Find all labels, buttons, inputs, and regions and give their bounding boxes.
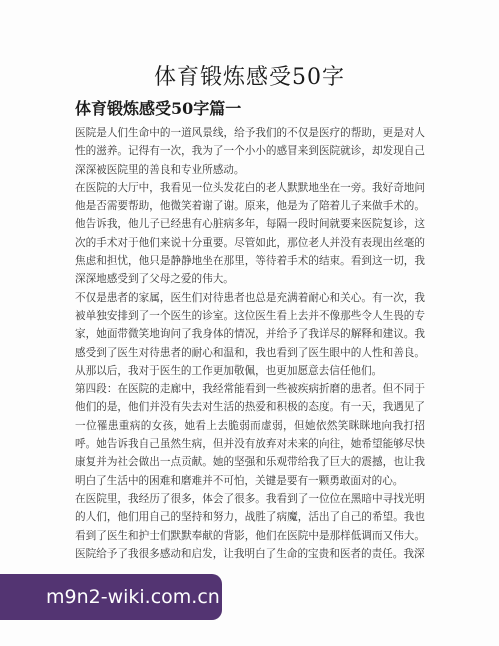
paragraph: 在医院的大厅中，我看见一位头发花白的老人默默地坐在一旁。我好奇地问他是否需要帮助，他微笑着谢了谢。原来，他是为了陪着儿子来做手术的。他告诉我，他儿子已经患有心脏病多年，每隔一段时间就要来医院复诊，这次的手术对于他们来说十分重要。尽管如此，那位老人并没有表现出丝毫的焦虑和担忧，他只是静静地坐在那里，等待着手术的结束。看到这一切，我深深地感受到了父母之爱的伟大。	[75, 181, 425, 286]
paragraph: 医院是人们生命中的一道风景线，给予我们的不仅是医疗的帮助，更是对人性的滋养。记得有一次，我为了一个小小的感冒来到医院就诊，却发现自己深深被医院里的善良和专业所感动。	[75, 127, 425, 176]
section-heading: 体育锻炼感受50字篇一	[75, 99, 242, 118]
article-body	[75, 124, 425, 563]
paragraph: 在医院里，我经历了很多，体会了很多。我看到了一位位在黑暗中寻找光明的人们，他们用自己的坚持和努力，战胜了病魔，活出了自己的希望。我也看到了医生和护士们默默奉献的背影，他们在医院中是那样低调而又伟大。医院给予了我很多感动和启发，让我明白了生命的宝贵和医者的责任。我深	[75, 492, 425, 560]
watermark-banner: m9n2-wiki.com.cn	[0, 574, 222, 620]
paragraph: 第四段：在医院的走廊中，我经常能看到一些被疾病折磨的患者。但不同于他们的是，他们并没有失去对生活的热爱和积极的态度。有一天，我遇见了一位罹患重病的女孩，她看上去脆弱而虚弱，但她依然笑眯眯地向我打招呼。她告诉我自己虽然生病，但并没有放弃对未来的向往，她希望能够尽快康复并为社会做出一点贡献。她的坚强和乐观带给我了巨大的震撼，也让我明白了生活中的困难和磨难并不可怕，关键是要有一颗勇敢面对的心。	[75, 383, 425, 487]
paragraph: 不仅是患者的家属，医生们对待患者也总是充满着耐心和关心。有一次，我被单独安排到了一个医生的诊室。这位医生看上去并不像那些令人生畏的专家，她面带微笑地询问了我身体的情况，并给予了我详尽的解释和建议。我感受到了医生对待患者的耐心和温和，我也看到了医生眼中的人性和善良。从那以后，我对于医生的工作更加敬佩，也更加愿意去信任他们。	[75, 291, 425, 377]
page-title: 体育锻炼感受50字	[154, 65, 345, 90]
